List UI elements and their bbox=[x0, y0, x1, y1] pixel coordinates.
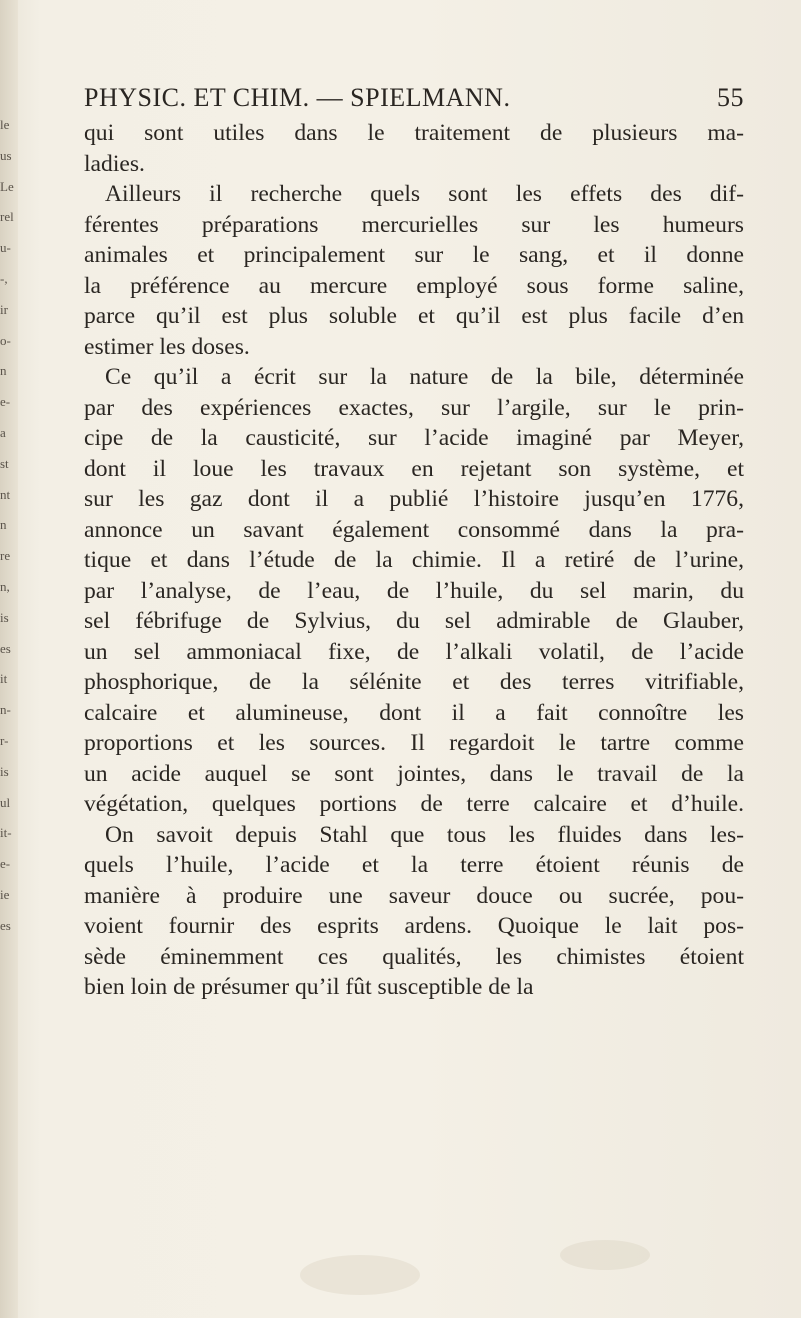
page-number: 55 bbox=[717, 83, 744, 112]
body-text bbox=[84, 118, 744, 1003]
text-line: sède éminemment ces qualités, les chimistes étoient bbox=[84, 943, 744, 970]
margin-fragment: n bbox=[0, 364, 7, 378]
margin-fragment: o- bbox=[0, 333, 11, 347]
binding-gutter bbox=[0, 0, 18, 1318]
margin-fragment: ie bbox=[0, 888, 10, 901]
text-line: cipe de la causticité, sur l’acide imaginé par Meyer, bbox=[84, 425, 744, 451]
margin-fragment: es bbox=[0, 918, 11, 932]
text-line: ladies. bbox=[84, 150, 145, 177]
text-line: dont il loue les travaux en rejetant son système, et bbox=[84, 455, 744, 482]
text-line: parce qu’il est plus soluble et qu’il est plus facile d’en bbox=[84, 303, 744, 329]
text-line: férentes préparations mercurielles sur les humeurs bbox=[84, 211, 744, 238]
text-line: un sel ammoniacal fixe, de l’alkali volatil, de l’acide bbox=[84, 638, 744, 665]
paper-stain bbox=[560, 1240, 650, 1270]
text-line: un acide auquel se sont jointes, dans le travail de la bbox=[84, 760, 744, 787]
margin-fragment: us bbox=[0, 148, 12, 162]
text-line: quels l’huile, l’acide et la terre étoient réunis de bbox=[84, 852, 744, 878]
paper-stain bbox=[300, 1255, 420, 1295]
margin-fragment: e- bbox=[0, 857, 11, 871]
text-line: sur les gaz dont il a publié l’histoire jusqu’en 1776, bbox=[84, 486, 744, 512]
text-line: sel fébrifuge de Sylvius, du sel admirable de Glauber, bbox=[84, 608, 744, 634]
margin-fragment: it- bbox=[0, 826, 12, 840]
running-head bbox=[84, 78, 744, 118]
margin-fragment: Le bbox=[0, 179, 14, 193]
text-line: On savoit depuis Stahl que tous les fluides dans les- bbox=[105, 821, 744, 848]
text-line: tique et dans l’étude de la chimie. Il a retiré de l’urine, bbox=[84, 547, 744, 573]
text-line: phosphorique, de la sélénite et des terres vitrifiable, bbox=[84, 669, 744, 695]
text-line: voient fournir des esprits ardens. Quoique le lait pos- bbox=[84, 913, 744, 939]
text-line: végétation, quelques portions de terre calcaire et d’huile. bbox=[84, 791, 744, 817]
text-line: animales et principalement sur le sang, et il donne bbox=[84, 242, 744, 268]
text-line: la préférence au mercure employé sous forme saline, bbox=[84, 272, 744, 299]
margin-fragment: st bbox=[0, 456, 9, 470]
margin-fragment: is bbox=[0, 764, 9, 778]
margin-fragment: n bbox=[0, 518, 7, 532]
margin-fragment: es bbox=[0, 641, 11, 655]
text-line: Ce qu’il a écrit sur la nature de la bile, déterminée bbox=[105, 364, 744, 390]
margin-fragment: e- bbox=[0, 395, 11, 409]
running-title: PHYSIC. ET CHIM. — SPIELMANN. bbox=[84, 83, 511, 112]
text-line: par l’analyse, de l’eau, de l’huile, du sel marin, du bbox=[84, 577, 744, 604]
margin-fragment: a bbox=[0, 426, 6, 439]
text-line: annonce un savant également consommé dans la pra- bbox=[84, 516, 744, 543]
text-line: calcaire et alumineuse, dont il a fait connoître les bbox=[84, 699, 744, 726]
margin-fragment: rel bbox=[0, 210, 14, 224]
margin-fragment: n- bbox=[0, 703, 11, 717]
margin-fragment: re bbox=[0, 549, 11, 563]
margin-fragment: n, bbox=[0, 580, 10, 593]
page-text-block bbox=[84, 78, 744, 1003]
margin-fragment: ul bbox=[0, 795, 11, 809]
margin-fragment: r- bbox=[0, 734, 9, 747]
text-line: Ailleurs il recherche quels sont les effets des dif- bbox=[105, 181, 744, 207]
margin-fragment: it bbox=[0, 672, 8, 686]
text-line: bien loin de présumer qu’il fût susceptible de la bbox=[84, 974, 534, 1000]
text-line: qui sont utiles dans le traitement de plusieurs ma- bbox=[84, 120, 744, 146]
margin-fragment: ir bbox=[0, 302, 8, 316]
margin-fragment: -, bbox=[0, 272, 8, 285]
margin-fragment: u- bbox=[0, 241, 11, 255]
text-line: proportions et les sources. Il regardoit le tartre comme bbox=[84, 730, 744, 756]
text-line: par des expériences exactes, sur l’argile, sur le prin- bbox=[84, 394, 744, 421]
margin-fragment: is bbox=[0, 610, 9, 624]
text-line: estimer les doses. bbox=[84, 333, 250, 360]
margin-fragment: le bbox=[0, 118, 10, 131]
margin-fragment: nt bbox=[0, 487, 11, 501]
text-line: manière à produire une saveur douce ou sucrée, pou- bbox=[84, 882, 744, 909]
